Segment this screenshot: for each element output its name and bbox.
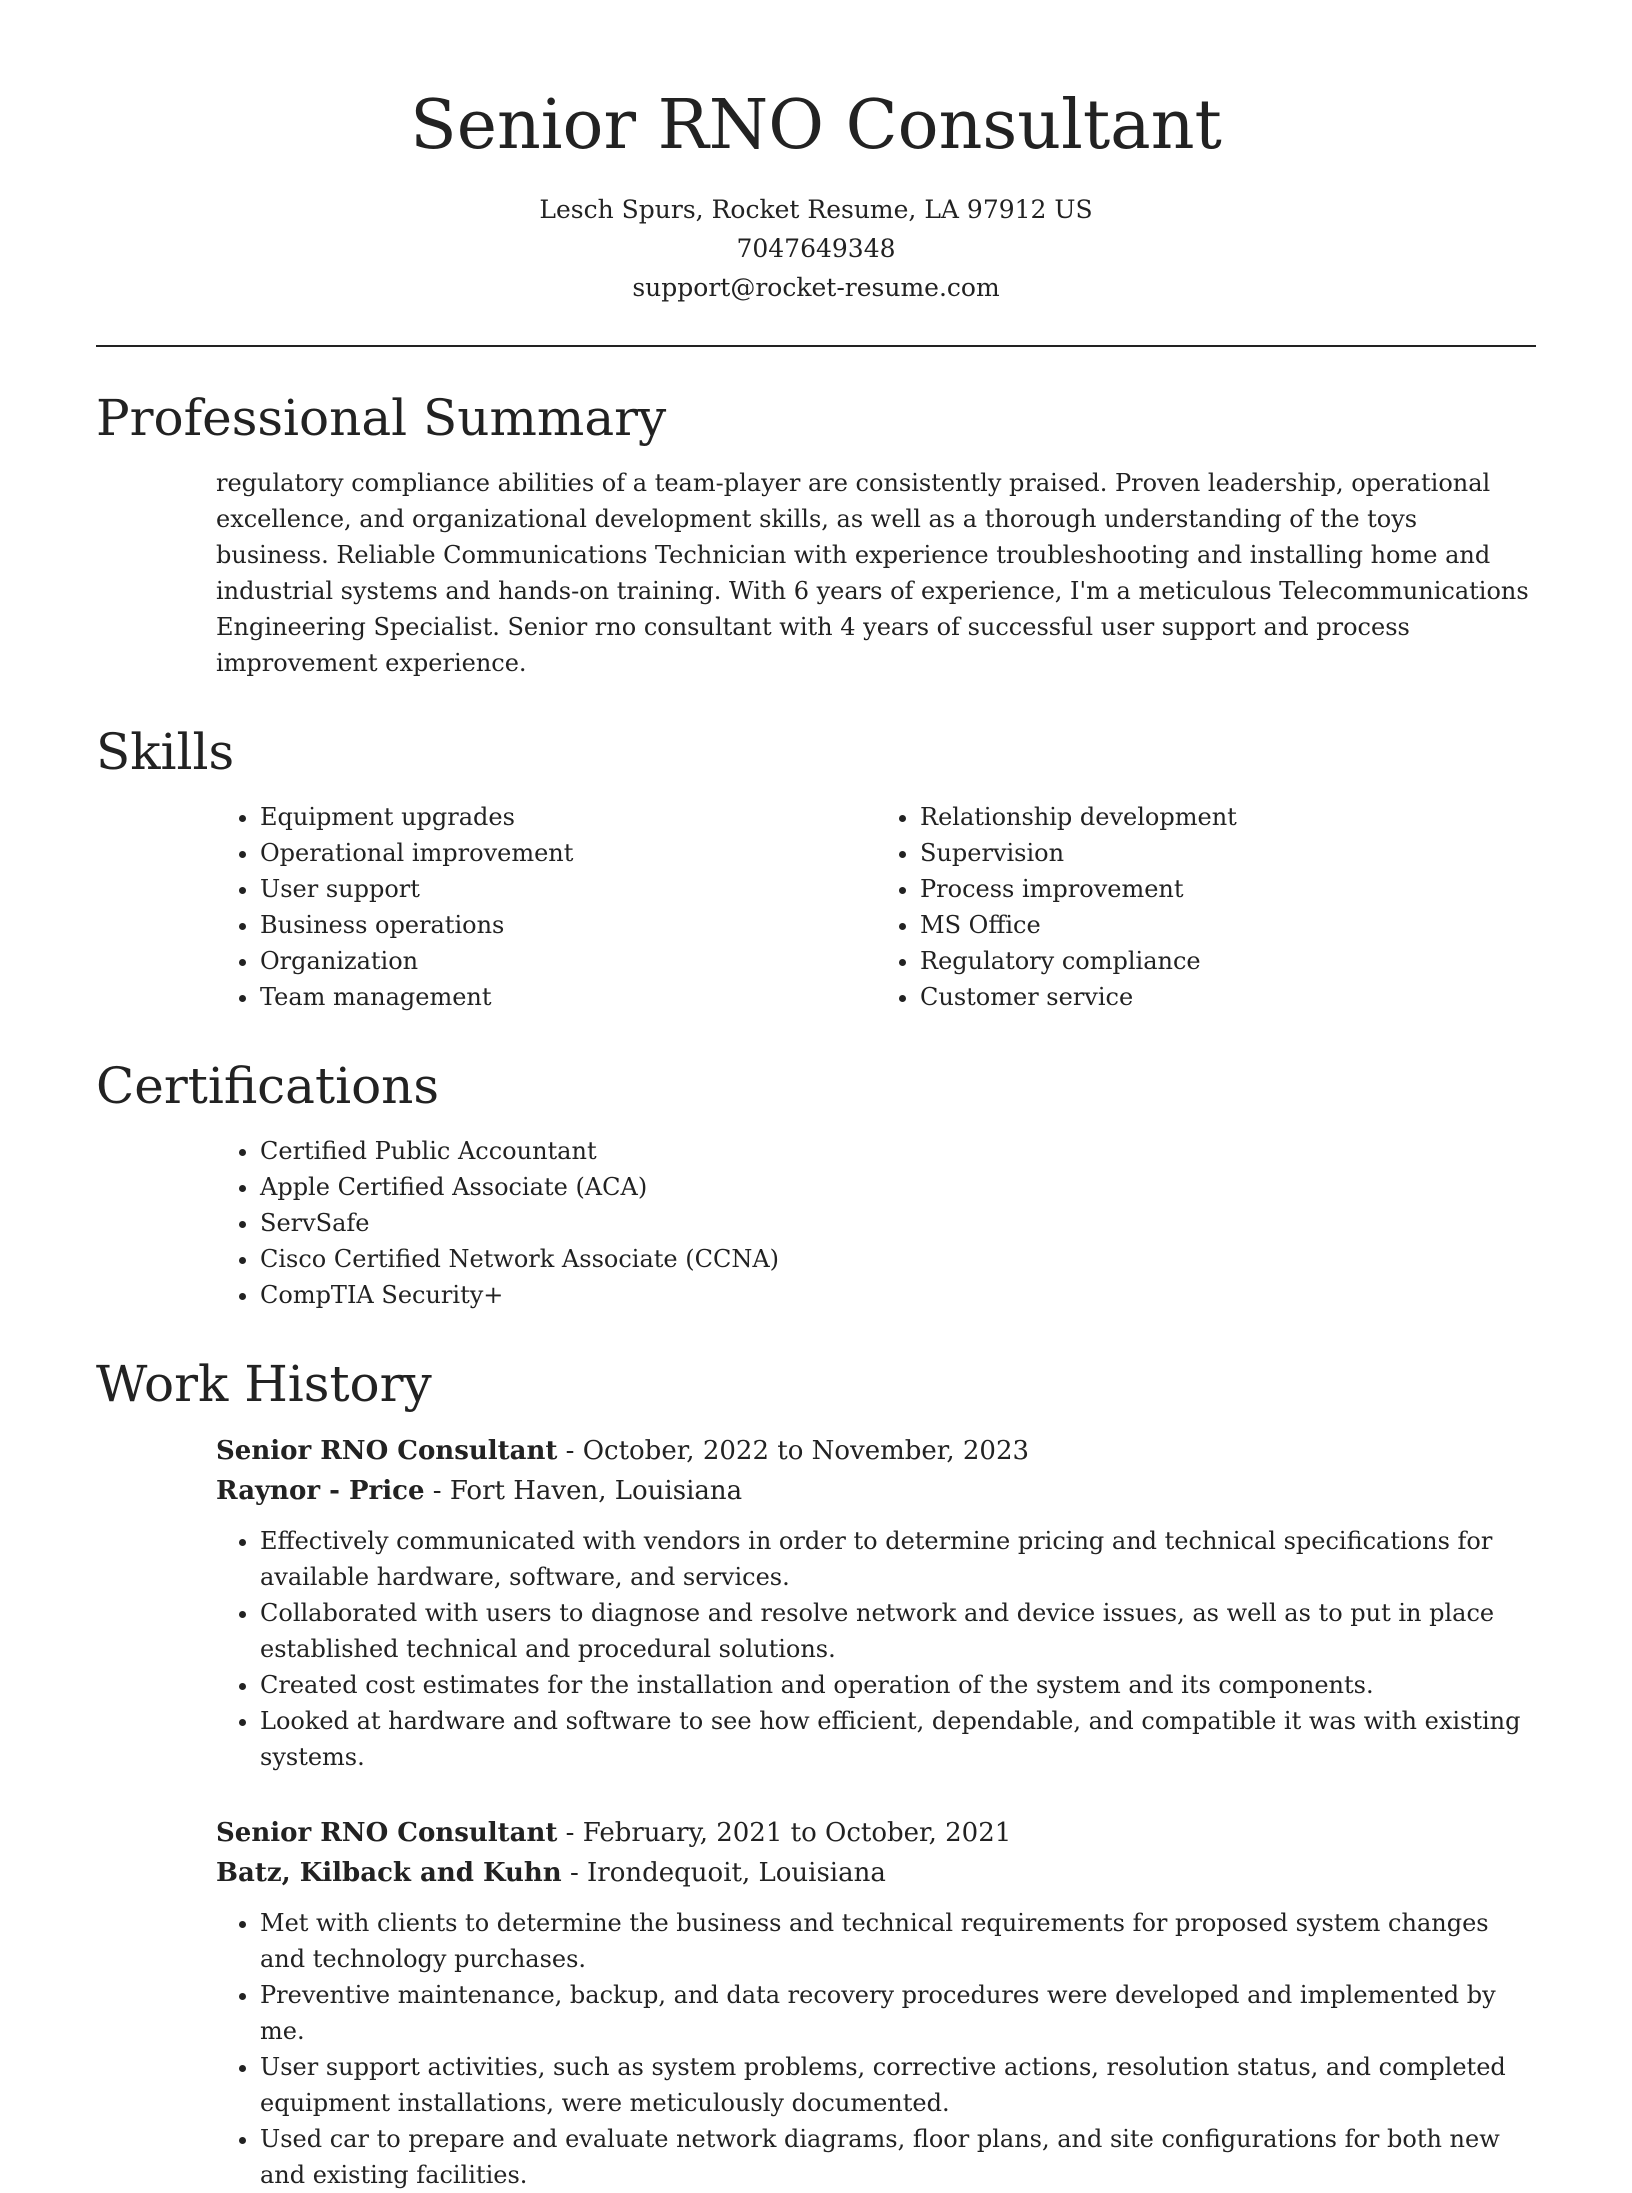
skills-grid — [216, 799, 1536, 1015]
work-history-section — [96, 1353, 1536, 2193]
job-bullet: • Effectively communicated with vendors in order to determine pricing and technical specifications for available hardware, software, and services. — [260, 1523, 1536, 1595]
job-title-line — [216, 1813, 1536, 1853]
certification-item: • Apple Certified Associate (ACA) — [260, 1169, 1536, 1205]
skill-item: • Supervision — [920, 835, 1536, 871]
contact-block — [96, 190, 1536, 307]
job-company-line — [216, 1853, 1536, 1893]
job-dates: - October, 2022 to November, 2023 — [557, 1436, 1030, 1466]
job-entry — [216, 1813, 1536, 2193]
job-bullets — [216, 1523, 1536, 1775]
header-divider — [96, 345, 1536, 347]
summary-title: Professional Summary — [96, 389, 667, 447]
job-bullet: • Preventive maintenance, backup, and data recovery procedures were developed and implemented by me. — [260, 1977, 1536, 2049]
job-entry — [216, 1431, 1536, 1775]
resume-name: Senior RNO Consultant — [410, 86, 1222, 165]
resume-header — [96, 0, 1536, 307]
skill-item: • Equipment upgrades — [260, 799, 876, 835]
job-title-line — [216, 1431, 1536, 1471]
skill-item: • User support — [260, 871, 876, 907]
skill-item: • Operational improvement — [260, 835, 876, 871]
work-history-title: Work History — [96, 1355, 432, 1413]
job-role: Senior RNO Consultant — [216, 1818, 558, 1848]
skill-item: • MS Office — [920, 907, 1536, 943]
job-bullet: • Looked at hardware and software to see how efficient, dependable, and compatible it was with existing systems. — [260, 1703, 1536, 1775]
skill-item: • Organization — [260, 943, 876, 979]
skill-item: • Team management — [260, 979, 876, 1015]
job-bullet: • User support activities, such as system problems, corrective actions, resolution status, and completed equipment installations, were meticulously documented. — [260, 2049, 1536, 2121]
job-location: - Irondequoit, Louisiana — [561, 1858, 886, 1888]
skills-list-right — [876, 799, 1536, 1015]
contact-email: support@rocket-resume.com — [632, 273, 1000, 302]
job-bullet: • Created cost estimates for the installation and operation of the system and its components. — [260, 1667, 1536, 1703]
contact-phone: 7047649348 — [736, 234, 896, 263]
skills-title: Skills — [96, 723, 235, 781]
skill-item: • Process improvement — [920, 871, 1536, 907]
certification-item: • CompTIA Security+ — [260, 1277, 1536, 1313]
job-company: Raynor - Price — [216, 1476, 425, 1506]
skill-item: • Regulatory compliance — [920, 943, 1536, 979]
certifications-title: Certifications — [96, 1057, 440, 1115]
job-company: Batz, Kilback and Kuhn — [216, 1858, 562, 1888]
summary-text: regulatory compliance abilities of a team-player are consistently praised. Proven leadership, operational excellence, and organizational development skills, as well as a thorough understanding of the toys business. Reliable Communications Technician with experience troubleshooting and installing home and industrial systems and hands-on training. With 6 years of experience, I'm a meticulous Telecommunications Engineering Specialist. Senior rno consultant with 4 years of successful user support and process improvement experience. — [216, 469, 1529, 677]
job-company-line — [216, 1471, 1536, 1511]
skills-list-left — [216, 799, 876, 1015]
contact-address: Lesch Spurs, Rocket Resume, LA 97912 US — [539, 195, 1093, 224]
certifications-section — [96, 1055, 1536, 1313]
skill-item: • Customer service — [920, 979, 1536, 1015]
job-bullet: • Used car to prepare and evaluate network diagrams, floor plans, and site configurations for both new and existing facilities. — [260, 2121, 1536, 2193]
skill-item: • Relationship development — [920, 799, 1536, 835]
job-dates: - February, 2021 to October, 2021 — [557, 1818, 1012, 1848]
certification-item: • Cisco Certified Network Associate (CCNA) — [260, 1241, 1536, 1277]
job-role: Senior RNO Consultant — [216, 1436, 558, 1466]
job-bullets — [216, 1905, 1536, 2193]
certifications-body — [216, 1133, 1536, 1313]
work-history-body — [216, 1431, 1536, 2193]
skills-section — [96, 721, 1536, 1015]
skill-item: • Business operations — [260, 907, 876, 943]
job-location: - Fort Haven, Louisiana — [424, 1476, 743, 1506]
summary-body — [216, 465, 1536, 681]
job-bullet: • Collaborated with users to diagnose and resolve network and device issues, as well as to put in place established technical and procedural solutions. — [260, 1595, 1536, 1667]
certification-item: • Certified Public Accountant — [260, 1133, 1536, 1169]
certifications-list — [216, 1133, 1536, 1313]
summary-section — [96, 387, 1536, 681]
job-bullet: • Met with clients to determine the business and technical requirements for proposed system changes and technology purchases. — [260, 1905, 1536, 1977]
certification-item: • ServSafe — [260, 1205, 1536, 1241]
